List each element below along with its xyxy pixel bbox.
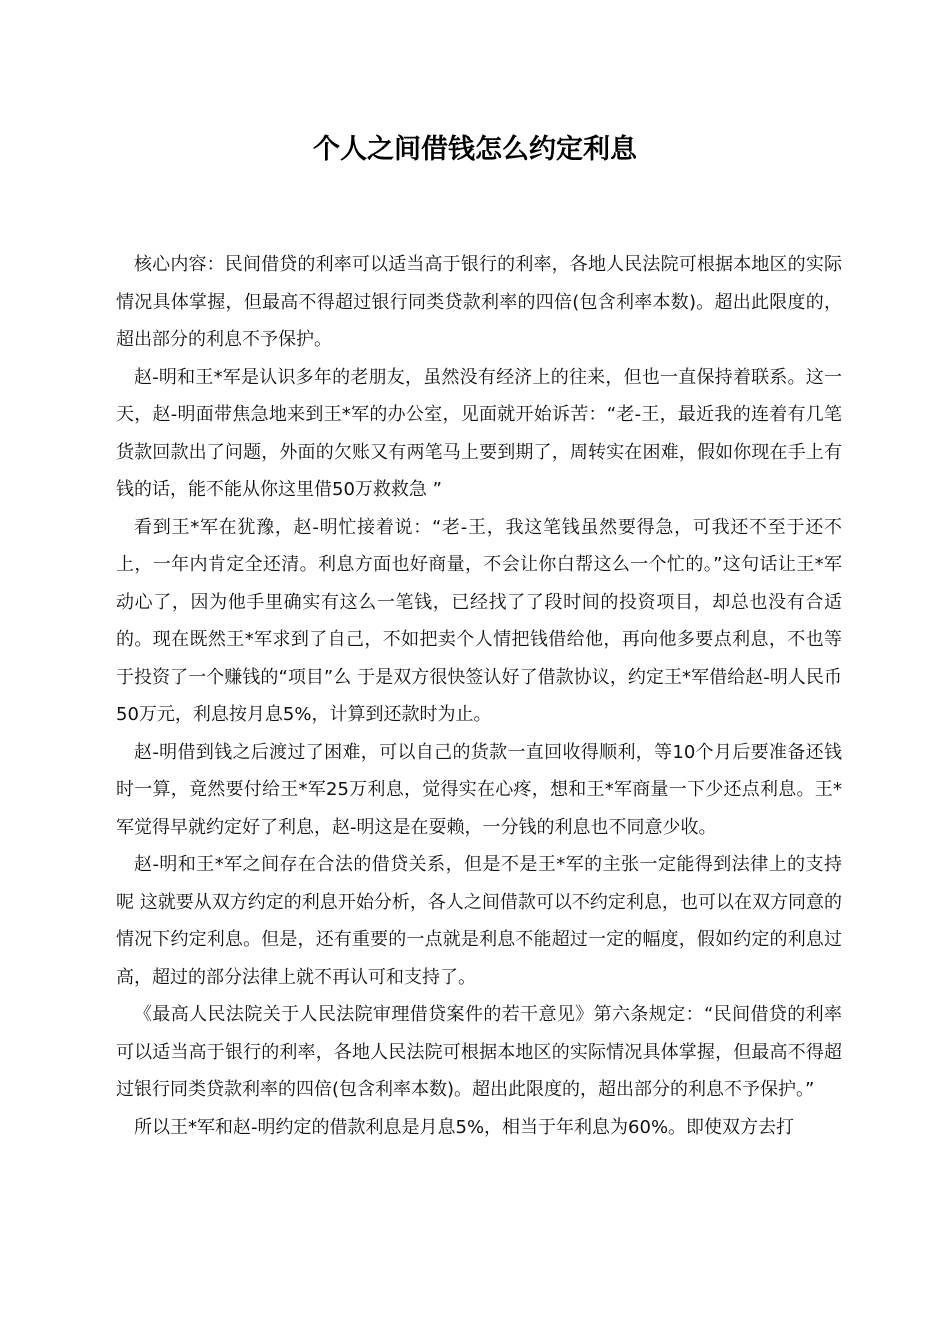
- paragraph-summary: 核心内容：民间借贷的利率可以适当高于银行的利率，各地人民法院可根据本地区的实际情况具体掌握，但最高不得超过银行同类贷款利率的四倍(包含利率本数)。超出此限度的，超出部分的利息不予保护。: [116, 254, 842, 350]
- paragraph-court-opinion: 《最高人民法院关于人民法院审理借贷案件的若干意见》第六条规定：“民间借贷的利率可以适当高于银行的利率，各地人民法院可根据本地区的实际情况具体掌握，但最高不得超过银行同类贷款利率的四倍(包含利率本数)。超出此限度的，超出部分的利息不予保护。”: [116, 1004, 842, 1100]
- paragraph-conclusion: 所以王*军和赵-明约定的借款利息是月息5%，相当于年利息为60%。即使双方去打: [134, 1116, 795, 1138]
- paragraph-loan-agreement: 看到王*军在犹豫，赵-明忙接着说：“老-王，我这笔钱虽然要得急，可我还不至于还不上，一年内肯定全还清。利息方面也好商量，不会让你白帮这么一个忙的。”这句话让王*军动心了，因为他手里确实有这么一笔钱，已经找了了段时间的投资项目，却总也没有合适的。现在既然王*军求到了自己，不如把卖个人情把钱借给他，再向他多要点利息，不也等于投资了一个赚钱的“项目”么 于是双方很快签认好了借款协议，约定王*军借给赵-明人民币50万元，利息按月息5%，计算到还款时为止。: [116, 516, 842, 725]
- paragraph-story-intro: 赵-明和王*军是认识多年的老朋友，虽然没有经济上的往来，但也一直保持着联系。这一天，赵-明面带焦急地来到王*军的办公室，见面就开始诉苦：“老-王，最近我的连着有几笔货款回款出了问题，外面的欠账又有两笔马上要到期了，周转实在困难，假如你现在手上有钱的话，能不能从你这里借50万救救急 ”: [116, 366, 842, 500]
- document-title: 个人之间借钱怎么约定利息: [313, 134, 637, 165]
- document-body: [116, 246, 842, 1146]
- paragraph-repayment-dispute: 赵-明借到钱之后渡过了困难，可以自己的货款一直回收得顺利，等10个月后要准备还钱时一算，竟然要付给王*军25万利息，觉得实在心疼，想和王*军商量一下少还点利息。王*军觉得早就约定好了利息，赵-明这是在耍赖，一分钱的利息也不同意少收。: [116, 741, 842, 838]
- paragraph-legal-analysis: 赵-明和王*军之间存在合法的借贷关系，但是不是王*军的主张一定能得到法律上的支持呢 这就要从双方约定的利息开始分析，各人之间借款可以不约定利息，也可以在双方同意的情况下约定利息。但是，还有重要的一点就是利息不能超过一定的幅度，假如约定的利息过高，超过的部分法律上就不再认可和支持了。: [116, 854, 842, 988]
